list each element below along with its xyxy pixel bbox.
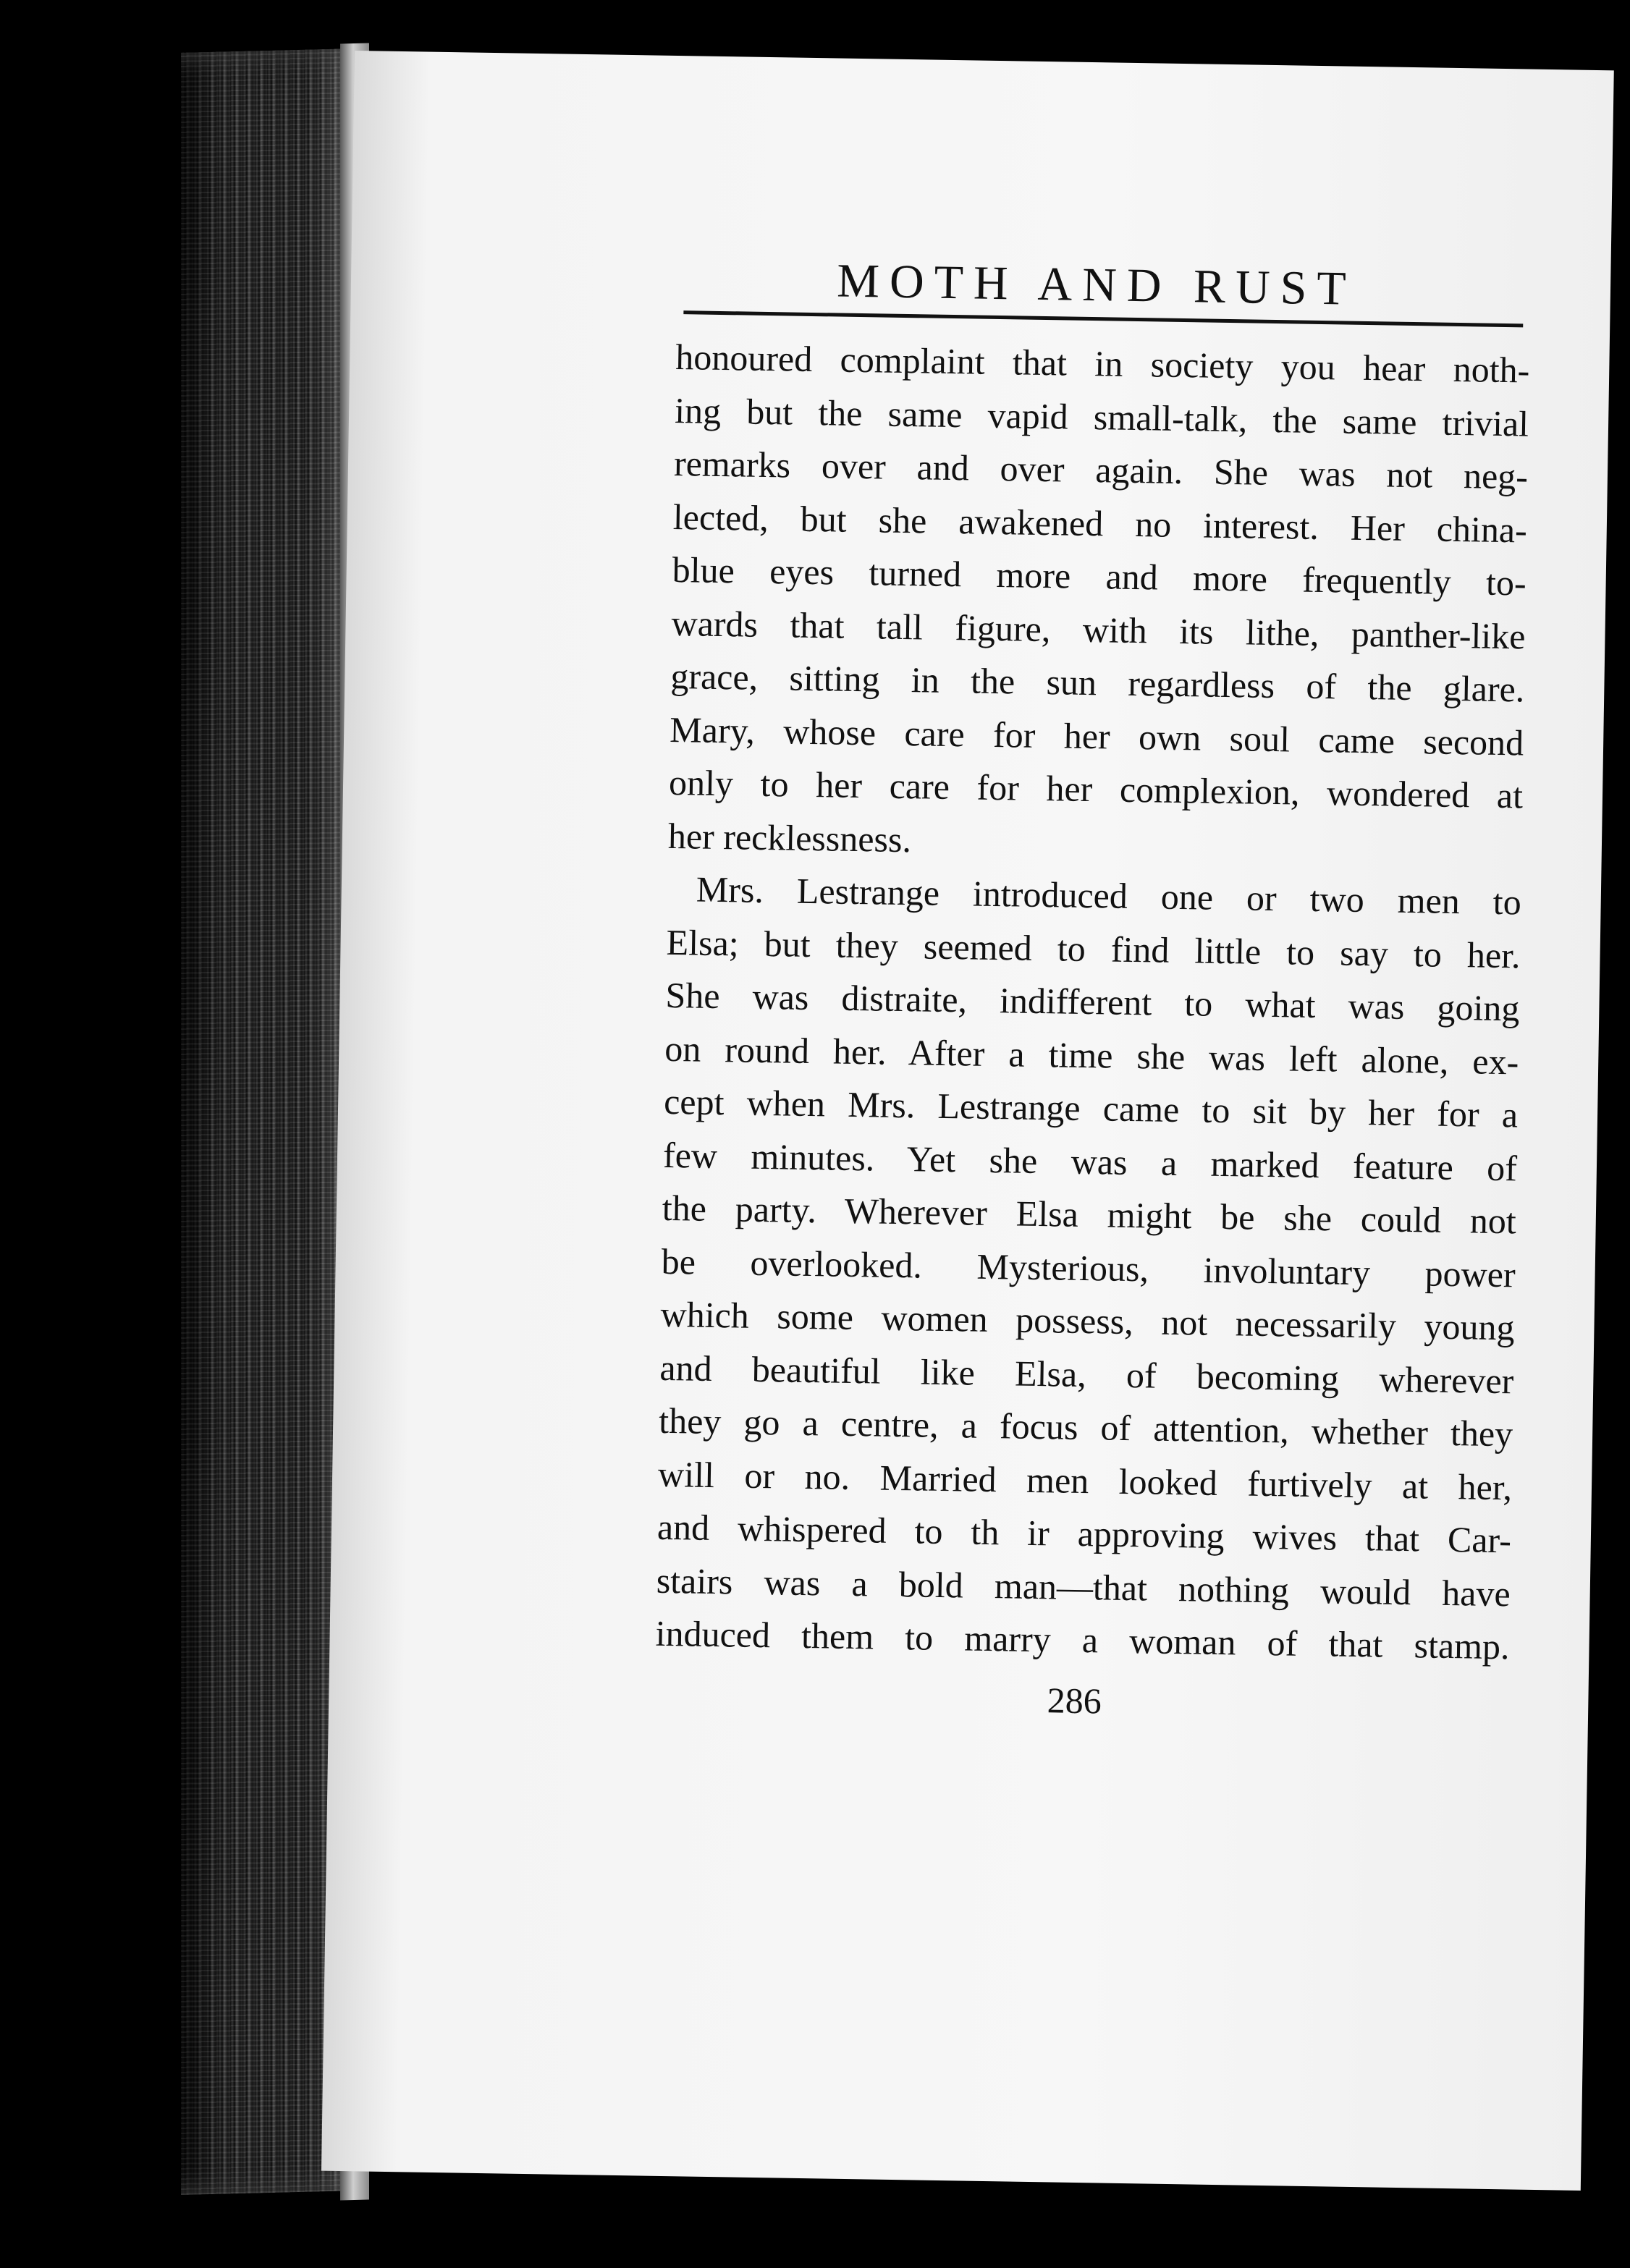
text-line: Elsa; but they seemed to find little to say to her. [666, 921, 1521, 976]
page-number: 286 [1047, 1680, 1102, 1722]
text-line: lected, but she awakened no interest. Her china- [672, 496, 1528, 551]
text-line: which some women possess, not necessarily young [660, 1293, 1515, 1348]
text-line: grace, sitting in the sun regardless of the glare. [670, 655, 1525, 710]
text-line: will or no. Married men looked furtively at her, [657, 1453, 1513, 1507]
text-line: on round her. After a time she was left alone, ex- [664, 1028, 1519, 1082]
text-line: She was distraite, indifferent to what was going [665, 974, 1520, 1029]
text-line: her recklessness. [667, 815, 912, 860]
text-line: Mary, whose care for her own soul came second [669, 708, 1524, 763]
text-line: stairs was a bold man—that nothing would have [656, 1560, 1511, 1614]
text-line: they go a centre, a focus of attention, whether they [658, 1400, 1513, 1455]
body-text [655, 331, 1530, 1674]
text-line: few minutes. Yet she was a marked feature of [662, 1134, 1518, 1188]
text-line: and whispered to th ir approving wives that Car- [656, 1506, 1512, 1561]
text-line: ing but the same vapid small-talk, the same trivial [674, 389, 1529, 444]
text-line: only to her care for her complexion, wondered at [668, 761, 1524, 816]
text-line: wards that tall figure, with its lithe, panther-like [671, 602, 1526, 657]
text-line: Mrs. Lestrange introduced one or two men to [696, 868, 1522, 923]
printed-page [321, 51, 1614, 2191]
text-line: honoured complaint that in society you hear noth- [675, 337, 1530, 391]
text-line: the party. Wherever Elsa might be she could not [662, 1187, 1517, 1242]
text-line: be overlooked. Mysterious, involuntary power [661, 1240, 1516, 1295]
text-line: and beautiful like Elsa, of becoming wherever [659, 1347, 1514, 1401]
running-head: MOTH AND RUST [836, 254, 1357, 316]
text-line: remarks over and over again. She was not neg- [673, 443, 1529, 497]
text-line: blue eyes turned more and more frequently to- [672, 549, 1527, 604]
text-line: cept when Mrs. Lestrange came to sit by her for a [663, 1080, 1519, 1135]
text-line: induced them to marry a woman of that stamp. [655, 1612, 1510, 1667]
